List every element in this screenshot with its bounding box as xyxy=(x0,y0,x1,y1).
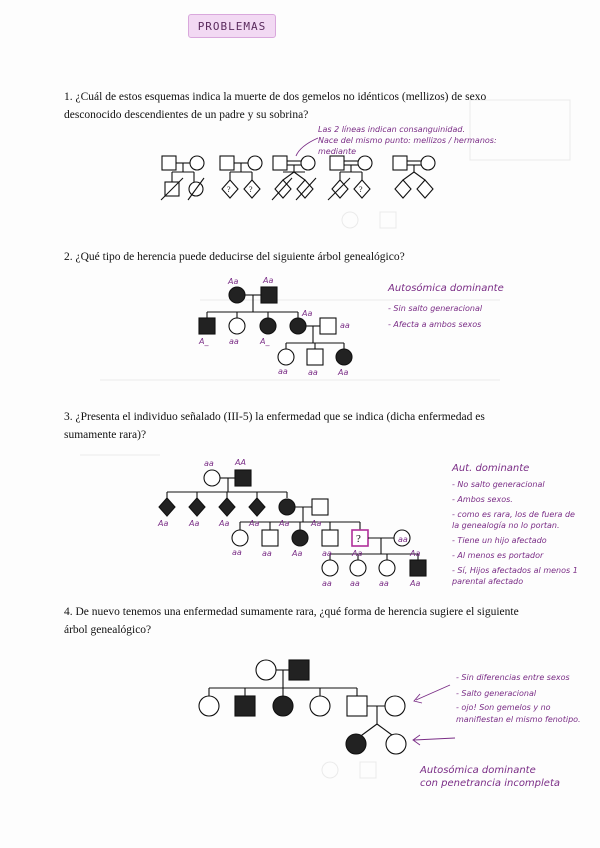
q3-question-mark: ? xyxy=(356,533,361,545)
q3-genotype: aa xyxy=(398,535,408,544)
q3-genotype: Aa xyxy=(311,519,322,528)
q3-note-item-4: - Tiene un hijo afectado xyxy=(452,536,547,545)
q2-genotype: A_ xyxy=(260,337,270,346)
q1-note-line-1: Las 2 líneas indican consanguinidad. xyxy=(318,125,466,134)
q2-genotype: Aa xyxy=(263,276,274,285)
q1-question-mark: ? xyxy=(249,185,253,194)
q1-pedigrees xyxy=(161,138,435,200)
q1-option-3 xyxy=(272,156,316,200)
q3-genotype: Aa xyxy=(279,519,290,528)
q2-genotype: aa xyxy=(340,321,350,330)
question-1-number: 1. xyxy=(64,91,73,103)
q3-genotype: Aa xyxy=(158,519,169,528)
q2-genotype: aa xyxy=(308,368,318,377)
q2-note-item-2: - Afecta a ambos sexos xyxy=(388,320,482,329)
q2-genotype: aa xyxy=(229,337,239,346)
q3-genotype: Aa xyxy=(410,549,421,558)
q3-note-item-6: - Sí, Hijos afectados al menos 1 parental afectado xyxy=(452,566,578,586)
q1-note-line-2: Nace del mismo punto: mellizos / hermanos: mediante xyxy=(318,136,497,156)
q1-question-mark: ? xyxy=(359,185,363,194)
q2-note-heading: Autosómica dominante xyxy=(388,283,504,294)
q4-note-item-3: - ojo! Son gemelos y no manifiestan el mismo fenotipo. xyxy=(456,703,581,724)
question-1-text: ¿Cuál de estos esquemas indica la muerte de dos gemelos no idénticos (mellizos) de sexo desconocido descendientes de un padre y su sobrina? xyxy=(64,91,487,121)
q3-genotype: AA xyxy=(235,458,246,467)
q3-pedigree xyxy=(157,458,426,588)
q4-note-item-2: - Salto generacional xyxy=(456,689,537,698)
q3-genotype: aa xyxy=(204,459,214,468)
q3-note-item-1: - No salto generacional xyxy=(452,480,545,489)
q3-genotype: aa xyxy=(322,579,332,588)
q1-option-5 xyxy=(393,156,435,198)
q1-option-4 xyxy=(328,156,372,200)
question-3-number: 3. xyxy=(64,411,73,423)
q4-pedigree xyxy=(199,660,455,754)
q2-genotype: aa xyxy=(278,367,288,376)
q2-genotype: Aa xyxy=(338,368,349,377)
q4-note-item-1: - Sin diferencias entre sexos xyxy=(456,673,570,682)
question-2-text: ¿Qué tipo de herencia puede deducirse del siguiente árbol genealógico? xyxy=(75,251,405,263)
question-4-number: 4. xyxy=(64,606,73,618)
q4-conclusion-line-1: Autosómica dominante xyxy=(420,765,536,776)
q3-genotype: aa xyxy=(262,549,272,558)
q3-note-heading: Aut. dominante xyxy=(452,463,530,474)
q3-genotype: aa xyxy=(322,549,332,558)
q3-genotype: Aa xyxy=(352,549,363,558)
question-4-text: De nuevo tenemos una enfermedad sumamente rara, ¿qué forma de herencia sugiere el siguiente árbol genealógico? xyxy=(64,606,519,636)
question-3-text: ¿Presenta el individuo señalado (III-5) la enfermedad que se indica (dicha enfermedad es sumamente rara)? xyxy=(64,411,485,441)
q3-genotype: aa xyxy=(379,579,389,588)
q3-genotype: Aa xyxy=(249,519,260,528)
q3-note-item-2: - Ambos sexos. xyxy=(452,495,513,504)
page-title: PROBLEMAS xyxy=(188,14,276,38)
q3-genotype: aa xyxy=(232,548,242,557)
question-2-number: 2. xyxy=(64,251,73,263)
q2-note-item-1: - Sin salto generacional xyxy=(388,304,483,313)
q1-option-1 xyxy=(161,156,204,200)
q3-note-item-3: - como es rara, los de fuera de la genealogía no lo portan. xyxy=(452,510,575,530)
q2-genotype: A_ xyxy=(199,337,209,346)
q3-genotype: aa xyxy=(350,579,360,588)
q2-pedigree xyxy=(198,276,352,377)
q1-option-2 xyxy=(220,156,262,198)
q3-genotype: Aa xyxy=(292,549,303,558)
q3-genotype: Aa xyxy=(410,579,421,588)
q2-genotype: Aa xyxy=(302,309,313,318)
q2-genotype: Aa xyxy=(228,277,239,286)
q3-genotype: Aa xyxy=(189,519,200,528)
q3-genotype: Aa xyxy=(219,519,230,528)
q4-conclusion-line-2: con penetrancia incompleta xyxy=(420,778,561,789)
q3-note-item-5: - Al menos es portador xyxy=(452,551,544,560)
q1-question-mark: ? xyxy=(227,185,231,194)
